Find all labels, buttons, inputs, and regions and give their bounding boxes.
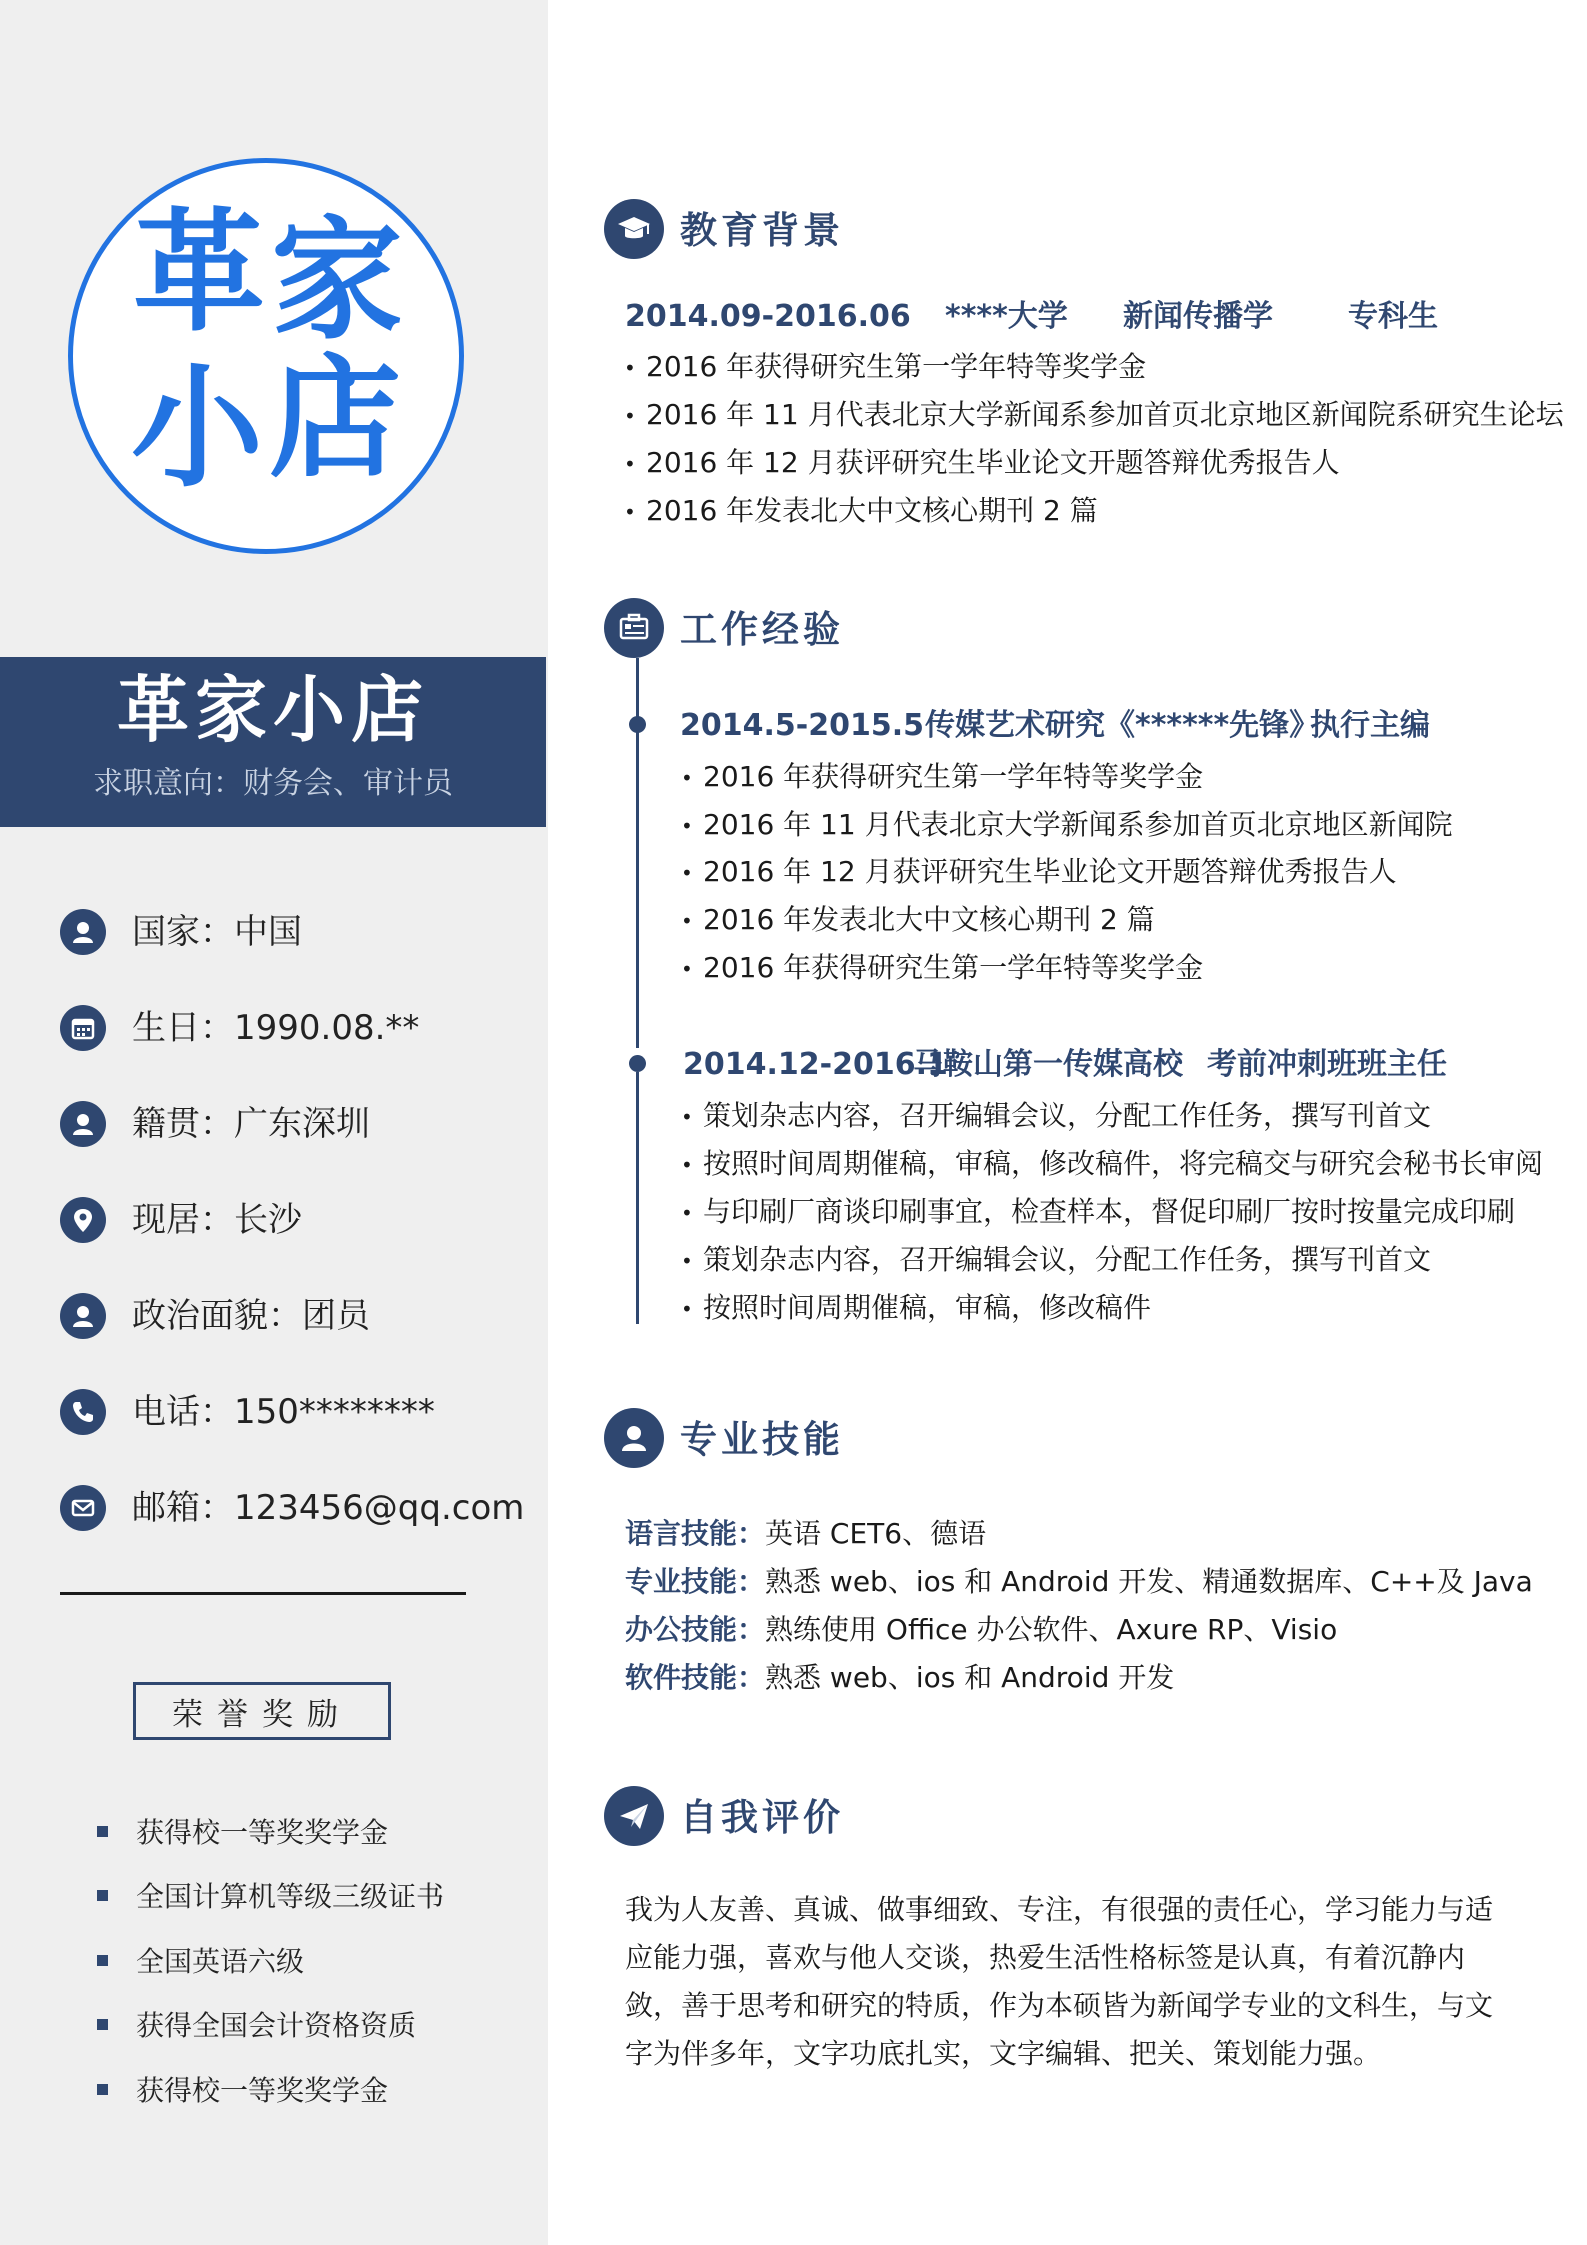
education-major: 新闻传播学 bbox=[1123, 299, 1273, 334]
job-period: 2014.5-2015.5 bbox=[680, 708, 924, 743]
info-birthday bbox=[60, 998, 419, 1058]
mail-icon bbox=[60, 1485, 106, 1531]
bullet-square-icon bbox=[97, 2084, 108, 2095]
candidate-name: 革家小店 bbox=[116, 668, 429, 752]
honor-text: 获得校一等奖奖学金 bbox=[136, 2074, 389, 2107]
section-title-skills: 专业技能 bbox=[680, 1418, 844, 1461]
job-item: • 按照时间周期催稿，审稿，修改稿件，将完稿交与研究会秘书长审阅 bbox=[681, 1147, 1544, 1180]
user-icon bbox=[60, 1293, 106, 1339]
logo-char: 革 bbox=[133, 195, 265, 350]
info-text: 现居：长沙 bbox=[132, 1200, 302, 1240]
honor-text: 获得全国会计资格资质 bbox=[136, 2009, 417, 2042]
skill-row: 办公技能：熟练使用 Office 办公软件、Axure RP、Visio bbox=[625, 1613, 1338, 1646]
bullet-square-icon bbox=[97, 1826, 108, 1837]
person-badge-icon bbox=[604, 1408, 664, 1468]
job-item: • 2016 年 12 月获评研究生毕业论文开题答辩优秀报告人 bbox=[681, 855, 1397, 888]
shop-logo-seal bbox=[68, 158, 464, 554]
info-text: 籍贯：广东深圳 bbox=[132, 1104, 370, 1144]
user-icon bbox=[60, 1101, 106, 1147]
job-role: 考前冲刺班班主任 bbox=[1207, 1047, 1447, 1082]
phone-icon bbox=[60, 1389, 106, 1435]
job-period: 2014.12-2016.1 bbox=[683, 1047, 948, 1082]
self-evaluation-text: 我为人友善、真诚、做事细致、专注，有很强的责任心，学习能力与适应能力强，喜欢与他人交谈，热爱生活性格标签是认真，有着沉静内敛，善于思考和研究的特质，作为本硕皆为新闻学专业的文科生，与文字为伴多年，文字功底扎实，文字编辑、把关、策划能力强。 bbox=[625, 1893, 1494, 2070]
job-org: 传媒艺术研究《******先锋》 bbox=[925, 708, 1320, 743]
info-residence bbox=[60, 1190, 302, 1250]
education-item: • 2016 年 11 月代表北京大学新闻系参加首页北京地区新闻院系研究生论坛 bbox=[624, 398, 1564, 431]
job-item: • 按照时间周期催稿，审稿，修改稿件 bbox=[681, 1291, 1152, 1324]
user-icon bbox=[60, 909, 106, 955]
timeline-dot bbox=[629, 716, 646, 733]
skill-row: 专业技能：熟悉 web、ios 和 Android 开发、精通数据库、C++及 Java bbox=[625, 1565, 1533, 1598]
education-item: • 2016 年发表北大中文核心期刊 2 篇 bbox=[624, 494, 1098, 527]
info-text: 邮箱：123456@qq.com bbox=[132, 1488, 525, 1528]
section-title-evaluation: 自我评价 bbox=[680, 1796, 844, 1839]
honor-item bbox=[97, 2069, 388, 2109]
education-item: • 2016 年获得研究生第一学年特等奖学金 bbox=[624, 350, 1147, 383]
location-pin-icon bbox=[60, 1197, 106, 1243]
section-title-education: 教育背景 bbox=[680, 209, 844, 252]
info-email bbox=[60, 1478, 524, 1538]
logo-char: 小 bbox=[131, 351, 263, 506]
job-item: • 2016 年发表北大中文核心期刊 2 篇 bbox=[681, 903, 1155, 936]
skill-row: 语言技能：英语 CET6、德语 bbox=[625, 1517, 987, 1550]
job-item: • 2016 年获得研究生第一学年特等奖学金 bbox=[681, 951, 1204, 984]
timeline-dot bbox=[629, 1055, 646, 1072]
job-org: 马鞍山第一传媒高校 bbox=[913, 1047, 1183, 1082]
honor-text: 全国计算机等级三级证书 bbox=[136, 1880, 445, 1913]
info-phone bbox=[60, 1382, 435, 1442]
calendar-icon bbox=[60, 1005, 106, 1051]
info-country bbox=[60, 902, 302, 962]
skill-row: 软件技能：熟悉 web、ios 和 Android 开发 bbox=[625, 1661, 1175, 1694]
honor-text: 全国英语六级 bbox=[136, 1945, 305, 1978]
job-item: • 与印刷厂商谈印刷事宜，检查样本，督促印刷厂按时按量完成印刷 bbox=[681, 1195, 1516, 1228]
bullet-square-icon bbox=[97, 1890, 108, 1901]
job-item: • 策划杂志内容，召开编辑会议，分配工作任务，撰写刊首文 bbox=[681, 1243, 1432, 1276]
education-period: 2014.09-2016.06 bbox=[625, 299, 911, 334]
job-item: • 策划杂志内容，召开编辑会议，分配工作任务，撰写刊首文 bbox=[681, 1099, 1432, 1132]
honors-title: 荣誉奖励 bbox=[133, 1682, 391, 1740]
job-item: • 2016 年 11 月代表北京大学新闻系参加首页北京地区新闻院 bbox=[681, 808, 1453, 841]
section-title-work: 工作经验 bbox=[680, 608, 844, 651]
info-text: 国家：中国 bbox=[132, 912, 302, 952]
job-role: 执行主编 bbox=[1310, 708, 1430, 743]
honor-text: 获得校一等奖奖学金 bbox=[136, 1816, 389, 1849]
logo-char: 店 bbox=[269, 341, 401, 496]
education-item: • 2016 年 12 月获评研究生毕业论文开题答辩优秀报告人 bbox=[624, 446, 1340, 479]
info-text: 政治面貌：团员 bbox=[132, 1296, 370, 1336]
job-item: • 2016 年获得研究生第一学年特等奖学金 bbox=[681, 760, 1204, 793]
info-political-status bbox=[60, 1286, 370, 1346]
honor-item bbox=[97, 1811, 388, 1851]
bullet-square-icon bbox=[97, 2019, 108, 2030]
bullet-square-icon bbox=[97, 1955, 108, 1966]
sidebar-divider bbox=[60, 1592, 466, 1595]
honor-item bbox=[97, 1875, 444, 1915]
paper-plane-icon bbox=[604, 1786, 664, 1846]
logo-char: 家 bbox=[271, 203, 403, 358]
education-school: ****大学 bbox=[945, 299, 1068, 334]
info-text: 生日：1990.08.** bbox=[132, 1008, 420, 1048]
briefcase-card-icon bbox=[604, 598, 664, 658]
honor-item bbox=[97, 1940, 304, 1980]
info-text: 电话：150******** bbox=[132, 1392, 435, 1432]
job-intent: 求职意向：财务会、审计员 bbox=[93, 766, 453, 801]
education-degree: 专科生 bbox=[1348, 299, 1438, 334]
timeline-line bbox=[636, 1072, 639, 1324]
honor-item bbox=[97, 2004, 416, 2044]
graduation-cap-icon bbox=[604, 199, 664, 259]
info-hometown bbox=[60, 1094, 370, 1154]
